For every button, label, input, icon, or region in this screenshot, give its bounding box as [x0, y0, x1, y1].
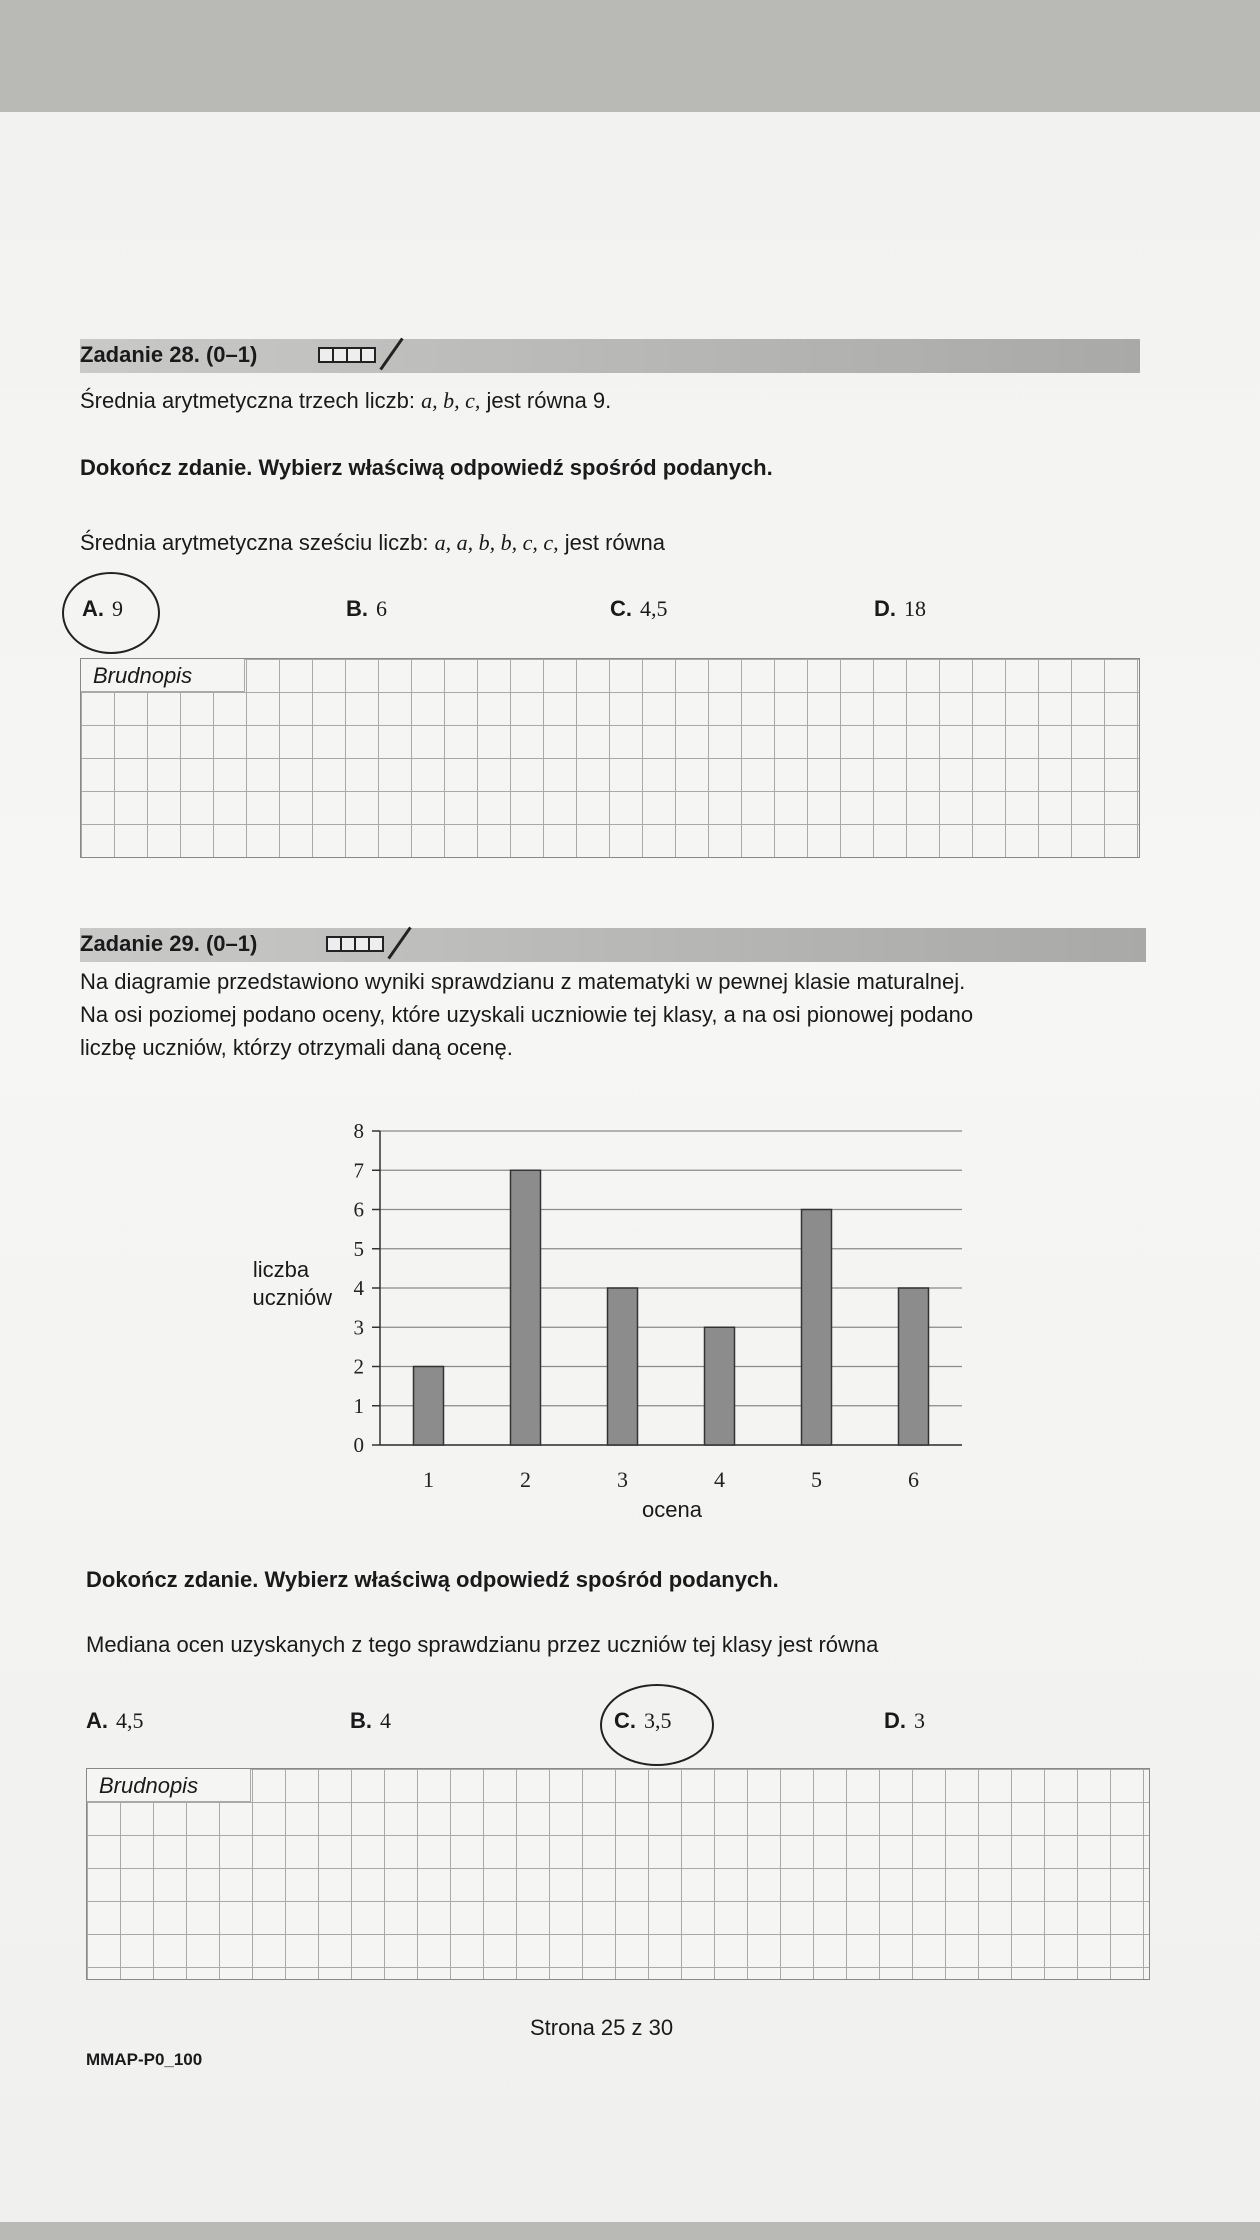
- task-28-stem: Średnia arytmetyczna sześciu liczb: a, a, b, b, c, c, jest równa: [80, 530, 666, 555]
- y-tick-label: 8: [353, 1119, 364, 1143]
- task-29-header: [80, 928, 1146, 962]
- task-28-title: Zadanie 28. (0–1): [80, 342, 258, 367]
- score-boxes: [326, 936, 382, 952]
- answer-circle-mark: [62, 572, 160, 654]
- task-28-option-b[interactable]: B. 6: [346, 596, 387, 621]
- bar-3: [608, 1288, 638, 1445]
- task-29-option-c[interactable]: C. 3,5: [614, 1708, 672, 1733]
- bar-4: [705, 1327, 735, 1445]
- exam-code: MMAP-P0_100: [86, 2050, 203, 2069]
- task-29-title: Zadanie 29. (0–1): [80, 931, 258, 956]
- x-tick-label: 3: [617, 1467, 628, 1492]
- x-tick-label: 6: [908, 1467, 919, 1492]
- x-tick-label: 5: [811, 1467, 822, 1492]
- scratch-grid-task-29: [86, 1768, 1150, 1980]
- y-tick-label: 5: [353, 1236, 364, 1261]
- task-29-description-line-3: liczbę uczniów, którzy otrzymali daną ocenę.: [80, 1035, 513, 1060]
- y-tick-label: 4: [353, 1276, 364, 1300]
- y-tick-label: 7: [353, 1158, 364, 1183]
- x-tick-label: 4: [714, 1467, 725, 1492]
- y-tick-label: 3: [353, 1315, 364, 1340]
- score-slash: [387, 927, 411, 960]
- bar-2: [511, 1170, 541, 1445]
- answer-circle-mark: [600, 1684, 714, 1766]
- x-tick-label: 1: [423, 1467, 434, 1492]
- task-29-instruction: Dokończ zdanie. Wybierz właściwą odpowiedź spośród podanych.: [86, 1567, 779, 1592]
- page-number: Strona 25 z 30: [530, 2015, 674, 2040]
- score-slash: [379, 338, 403, 371]
- task-29-stem: Mediana ocen uzyskanych z tego sprawdzianu przez uczniów tej klasy jest równa: [86, 1632, 879, 1657]
- y-axis-label: liczba uczniów: [252, 1257, 332, 1310]
- x-tick-label: 2: [520, 1467, 531, 1492]
- task-28-header: [80, 339, 1140, 373]
- task-28-option-a[interactable]: A. 9: [82, 596, 123, 621]
- bar-5: [802, 1210, 832, 1446]
- task-29-description-line-1: Na diagramie przedstawiono wyniki sprawdzianu z matematyki w pewnej klasie maturalnej.: [80, 969, 966, 994]
- scratch-label: Brudnopis: [81, 659, 245, 692]
- y-tick-label: 2: [353, 1354, 364, 1379]
- task-28-option-c[interactable]: C. 4,5: [610, 596, 668, 621]
- score-boxes: [318, 347, 374, 363]
- bar-chart: [330, 1110, 990, 1560]
- bar-1: [414, 1367, 444, 1446]
- task-29-description-line-2: Na osi poziomej podano oceny, które uzyskali uczniowie tej klasy, a na osi pionowej podano: [80, 1002, 974, 1027]
- bar-6: [899, 1288, 929, 1445]
- task-28-instruction: Dokończ zdanie. Wybierz właściwą odpowiedź spośród podanych.: [80, 455, 773, 480]
- task-28-intro: Średnia arytmetyczna trzech liczb: a, b, c, jest równa 9.: [80, 388, 612, 413]
- scratch-grid-task-28: [80, 658, 1140, 858]
- y-tick-label: 0: [353, 1433, 364, 1457]
- task-29-option-a[interactable]: A. 4,5: [86, 1708, 144, 1733]
- y-tick-label: 1: [353, 1393, 364, 1418]
- task-29-option-b[interactable]: B. 4: [350, 1708, 391, 1733]
- x-axis-label: ocena: [642, 1497, 702, 1522]
- scratch-label: Brudnopis: [87, 1769, 251, 1802]
- task-28-option-d[interactable]: D. 18: [874, 596, 926, 621]
- y-tick-label: 6: [353, 1197, 364, 1222]
- task-29-option-d[interactable]: D. 3: [884, 1708, 925, 1733]
